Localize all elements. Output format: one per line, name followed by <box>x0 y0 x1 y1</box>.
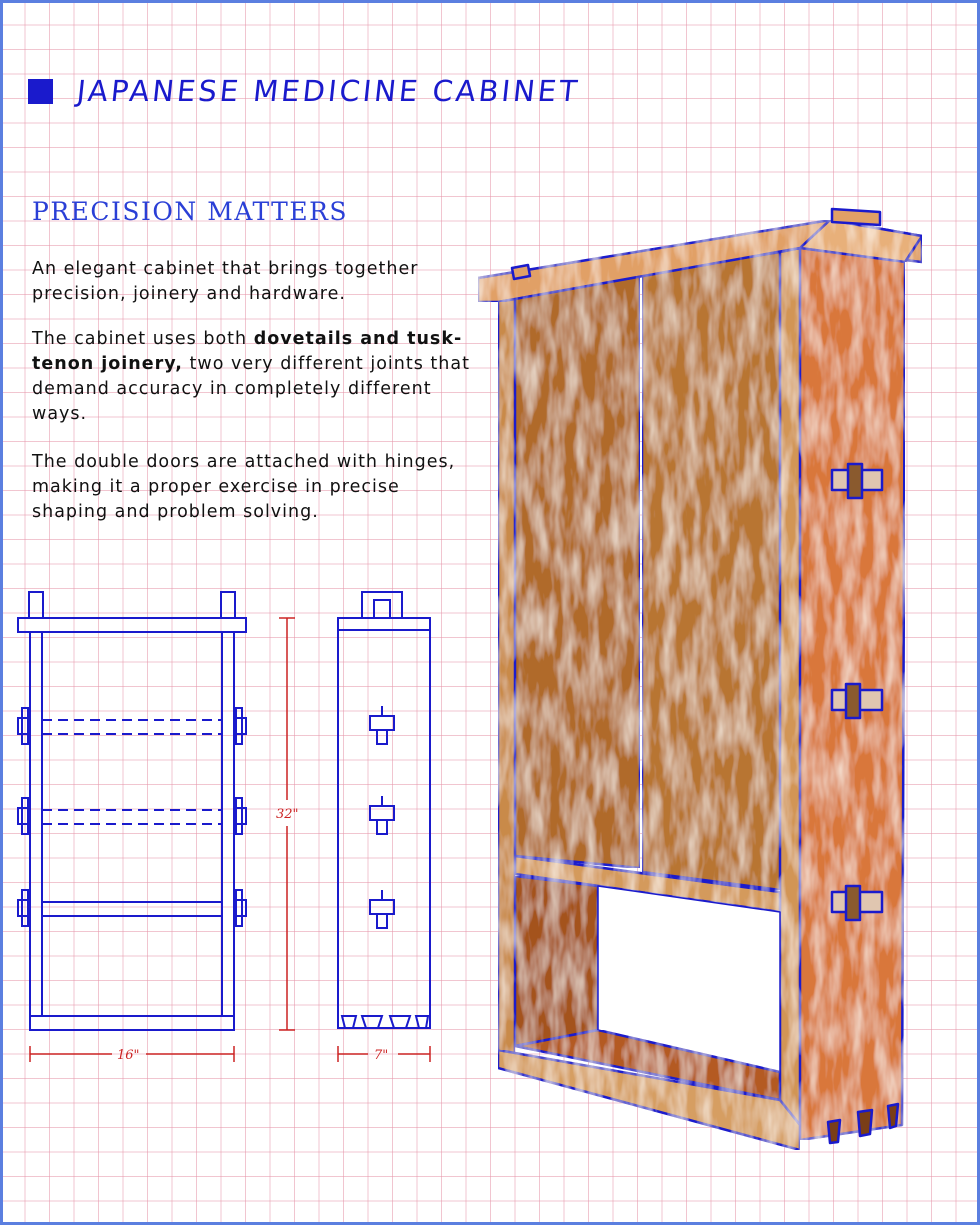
width-label: 16" <box>117 1048 140 1063</box>
paragraph-joinery-start: The cabinet uses both <box>32 329 254 349</box>
paragraph-doors: The double doors are attached with hinges, making it a proper exercise in precise shaping and problem solving. <box>32 452 456 522</box>
paragraph-joinery-end: two very different joints that demand accuracy in completely different ways. <box>32 354 470 424</box>
height-label: 32" <box>276 807 299 822</box>
section-heading: PRECISION MATTERS <box>32 197 349 226</box>
paragraph-joinery-bold: dovetails and tusk-tenon joinery, <box>32 329 463 374</box>
paragraph-intro: An elegant cabinet that brings together precision, joinery and hardware. <box>32 259 419 304</box>
page-title: JAPANESE MEDICINE CABINET <box>75 74 582 108</box>
depth-label: 7" <box>374 1048 389 1063</box>
